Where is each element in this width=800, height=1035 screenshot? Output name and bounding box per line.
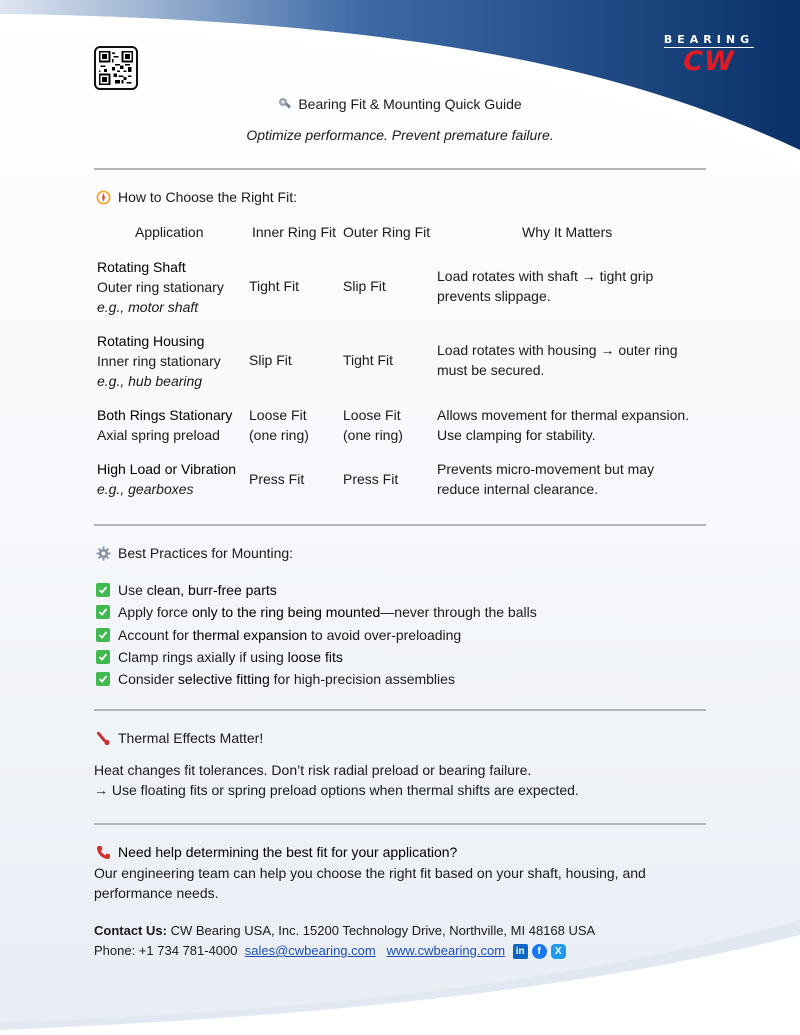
why-cell xyxy=(437,266,653,306)
why-line: Load rotates with shaft → tight grip xyxy=(437,268,654,284)
thermal-line: Heat changes fit tolerances. Don’t risk radial preload or bearing failure. xyxy=(94,762,532,778)
mounting-section-heading-text: Best Practices for Mounting: xyxy=(118,545,294,561)
checkmark-icon xyxy=(96,650,110,664)
contact-address-line xyxy=(94,921,595,941)
column-header-why-it-matters: Why It Matters xyxy=(522,224,613,240)
divider xyxy=(94,524,706,526)
why-line: reduce internal clearance. xyxy=(437,481,599,497)
thermal-section-heading-text: Thermal Effects Matter! xyxy=(118,730,264,746)
why-line: Load rotates with housing → outer ring xyxy=(437,342,678,358)
outer-fit-cell: Press Fit xyxy=(343,471,399,487)
why-cell xyxy=(437,405,689,445)
email-link[interactable]: sales@cwbearing.com xyxy=(244,943,376,958)
inner-fit-cell: Tight Fit xyxy=(249,278,300,294)
fit-section-heading-text: How to Choose the Right Fit: xyxy=(118,189,297,205)
divider xyxy=(94,709,706,711)
help-line: performance needs. xyxy=(94,885,219,901)
application-detail: Inner ring stationary xyxy=(97,353,221,369)
bearing-icon xyxy=(278,97,292,114)
contact-label: Contact Us: xyxy=(94,923,167,938)
application-example: e.g., hub bearing xyxy=(97,373,203,389)
help-line: Our engineering team can help you choose the right fit based on your shaft, housing, and xyxy=(94,865,646,881)
item-text: Use xyxy=(118,582,143,599)
item-emphasis: loose fits xyxy=(287,649,343,666)
contact-address: CW Bearing USA, Inc. 15200 Technology Drive, Northville, MI 48168 USA xyxy=(170,923,596,938)
contact-links-line xyxy=(94,941,595,961)
application-cell xyxy=(97,331,221,391)
inner-fit-note: (one ring) xyxy=(249,427,309,443)
page-subtitle: Optimize performance. Prevent premature failure. xyxy=(246,127,554,143)
qr-code-pattern xyxy=(99,51,133,85)
item-text: for high-precision assemblies xyxy=(273,671,455,688)
checkmark-icon xyxy=(96,605,110,619)
item-emphasis: only to the ring being mounted xyxy=(191,604,381,621)
page-title-text: Bearing Fit & Mounting Quick Guide xyxy=(298,96,522,112)
page-title xyxy=(0,96,800,114)
application-title: Rotating Shaft xyxy=(97,259,186,275)
fit-section-heading xyxy=(96,189,297,205)
column-header-inner-ring-fit: Inner Ring Fit xyxy=(252,224,337,240)
thermal-section-body xyxy=(94,760,579,800)
application-title: Both Rings Stationary xyxy=(97,407,233,423)
item-text: Apply force xyxy=(118,604,189,621)
column-header-application: Application xyxy=(135,224,204,240)
why-line: prevents slippage. xyxy=(437,288,551,304)
divider xyxy=(94,168,706,170)
divider xyxy=(94,823,706,825)
why-line: must be secured. xyxy=(437,362,545,378)
inner-fit-cell: Slip Fit xyxy=(249,352,292,368)
item-text: —never through the balls xyxy=(380,604,537,621)
cw-bearing-logo xyxy=(662,30,756,77)
item-emphasis: thermal expansion xyxy=(192,626,308,643)
inner-fit-value: Loose Fit xyxy=(249,407,307,423)
checkmark-icon xyxy=(96,672,110,686)
contact-block xyxy=(94,921,595,961)
outer-fit-cell xyxy=(343,405,403,445)
website-link[interactable]: www.cwbearing.com xyxy=(386,943,506,958)
outer-fit-cell: Slip Fit xyxy=(343,278,386,294)
item-emphasis: clean, burr-free parts xyxy=(146,582,277,599)
thermal-section-heading xyxy=(96,730,263,746)
application-title: High Load or Vibration xyxy=(97,461,237,477)
item-text: to avoid over-preloading xyxy=(311,626,462,643)
list-item xyxy=(96,601,537,623)
why-cell xyxy=(437,340,677,380)
help-section-heading xyxy=(96,844,457,860)
phone-icon xyxy=(96,845,111,860)
why-cell xyxy=(437,459,654,499)
list-item xyxy=(96,624,537,646)
application-example: e.g., gearboxes xyxy=(97,481,194,497)
inner-fit-cell xyxy=(249,405,309,445)
thermal-line: → Use floating fits or spring preload options when thermal shifts are expected. xyxy=(94,782,579,798)
why-line: Allows movement for thermal expansion. xyxy=(437,407,690,423)
thermometer-icon xyxy=(96,731,111,746)
list-item xyxy=(96,646,537,668)
outer-fit-note: (one ring) xyxy=(343,427,403,443)
linkedin-icon[interactable]: in xyxy=(513,944,528,959)
x-icon[interactable]: X xyxy=(551,944,566,959)
why-line: Use clamping for stability. xyxy=(437,427,596,443)
item-emphasis: selective fitting xyxy=(177,671,270,688)
application-cell xyxy=(97,459,236,499)
facebook-icon[interactable]: f xyxy=(532,944,547,959)
application-cell xyxy=(97,405,232,445)
checkmark-icon xyxy=(96,628,110,642)
outer-fit-value: Loose Fit xyxy=(343,407,401,423)
application-detail: Axial spring preload xyxy=(97,427,220,443)
qr-code xyxy=(94,46,138,90)
item-text: Clamp rings axially if using xyxy=(118,649,284,666)
why-line: Prevents micro-movement but may xyxy=(437,461,655,477)
application-cell xyxy=(97,257,224,317)
checkmark-icon xyxy=(96,583,110,597)
application-example: e.g., motor shaft xyxy=(97,299,199,315)
help-section-heading-text: Need help determining the best fit for your application? xyxy=(118,844,458,860)
list-item xyxy=(96,668,537,690)
application-detail: Outer ring stationary xyxy=(97,279,224,295)
help-section-body xyxy=(94,863,646,903)
inner-fit-cell: Press Fit xyxy=(249,471,305,487)
outer-fit-cell: Tight Fit xyxy=(343,352,394,368)
mounting-section-heading xyxy=(96,545,293,561)
list-item xyxy=(96,579,537,601)
column-header-outer-ring-fit: Outer Ring Fit xyxy=(343,224,431,240)
contact-phone: Phone: +1 734 781-4000 xyxy=(94,943,238,958)
item-text: Account for xyxy=(118,626,189,643)
logo-top-text: BEARING xyxy=(663,33,755,46)
item-text: Consider xyxy=(118,671,175,688)
mounting-checklist xyxy=(96,579,537,690)
logo-main-text: CW xyxy=(683,46,735,77)
compass-icon xyxy=(96,190,111,205)
application-title: Rotating Housing xyxy=(97,333,205,349)
gear-icon xyxy=(96,546,111,561)
